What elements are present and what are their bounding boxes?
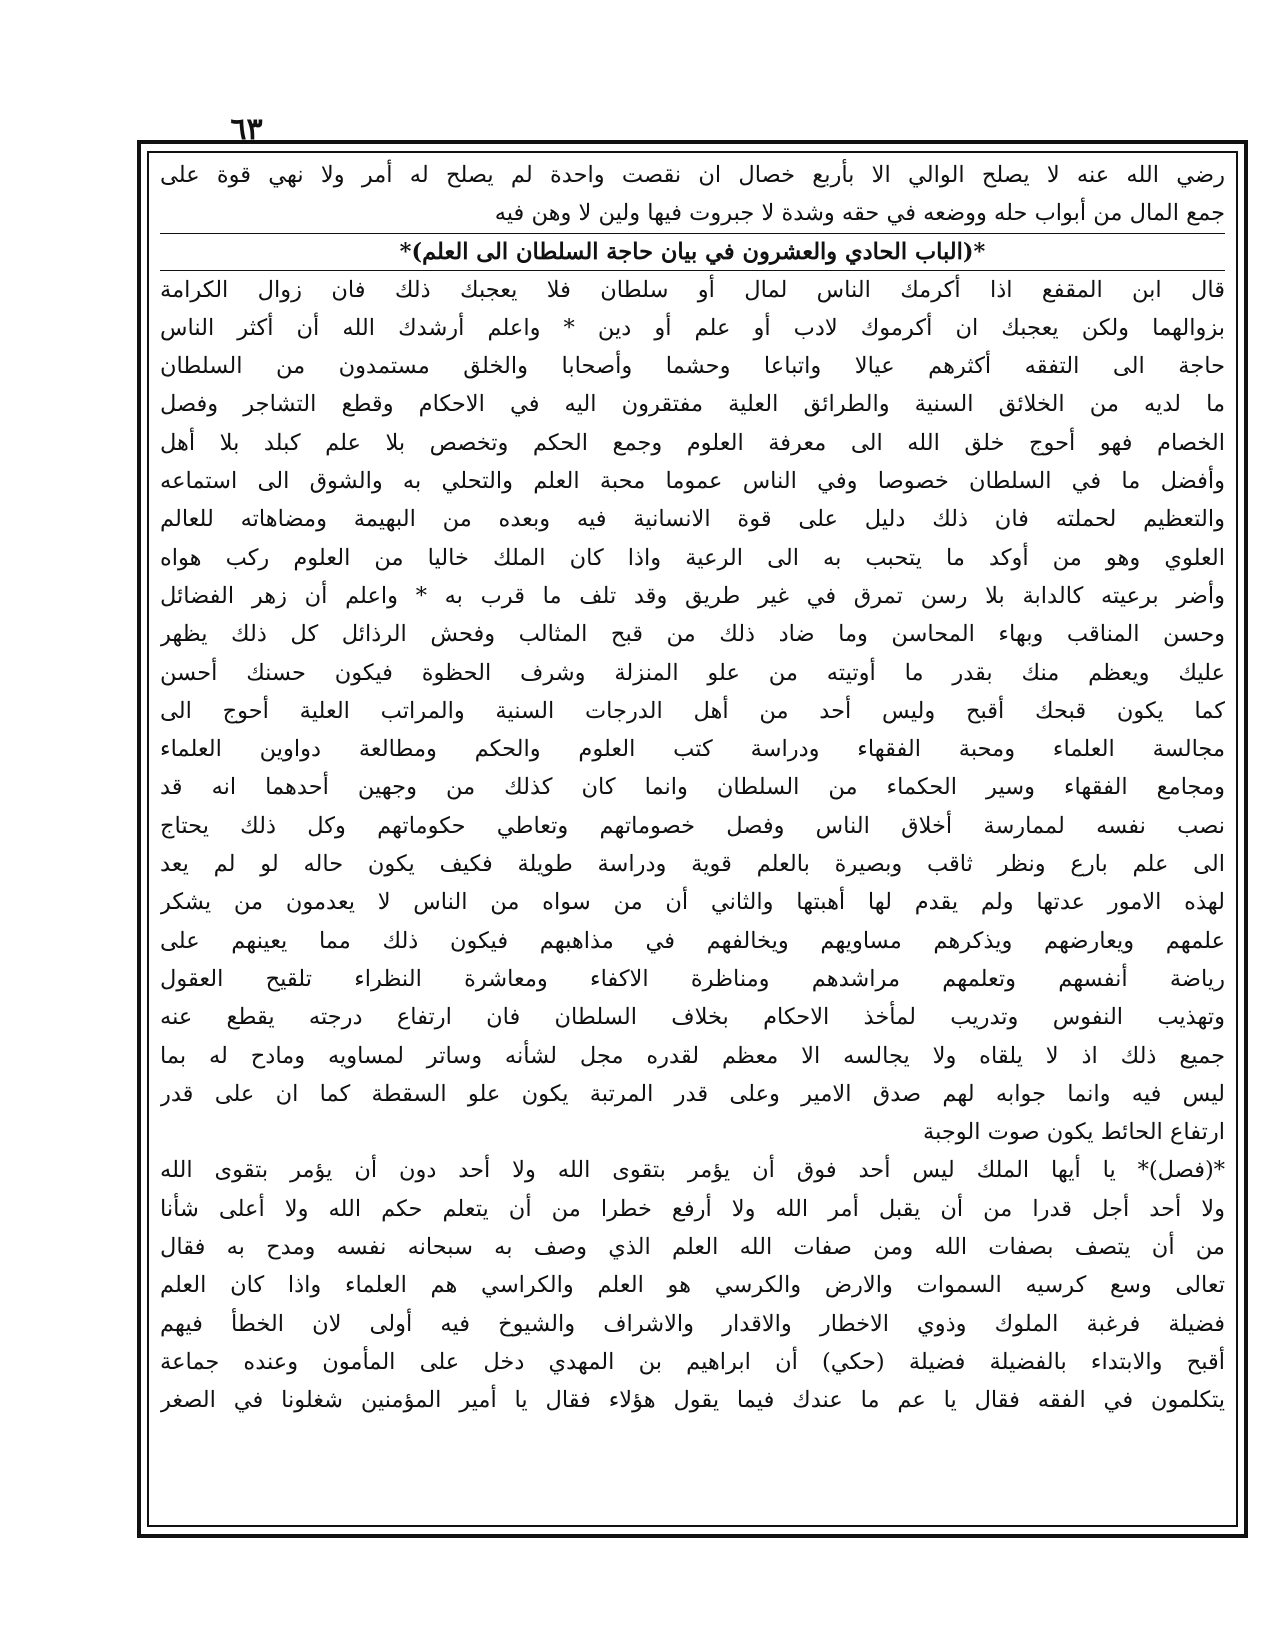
- text-line: جميع ذلك اذ لا يلقاه ولا يجالسه الا معظم لقدره مجل لشأنه وساتر لمساويه ومادح له بما: [160, 1042, 1225, 1069]
- text-line: يتكلمون في الفقه فقال يا عم ما عندك فيما يقول هؤلاء فقال يا أمير المؤمنين شغلونا في الصغر: [160, 1387, 1225, 1414]
- text-line: الخصام فهو أحوج خلق الله الى معرفة العلوم وجمع الحكم وتخصص بلا علم كبلد بلا أهل: [160, 429, 1225, 456]
- text-line: العلوي وهو من أوكد ما يتحبب به الى الرعية واذا كان الملك خاليا من العلوم ركب هواه: [160, 544, 1225, 571]
- text-line: بزوالهما ولكن يعجبك ان أكرموك لادب أو علم أو دين * واعلم أرشدك الله أن أكثر الناس: [160, 314, 1225, 341]
- text-line: والتعظيم لحملته فان ذلك دليل على قوة الانسانية فيه وبعده من البهيمة ومضاهاته للعالم: [160, 506, 1225, 533]
- text-line: وأضر برعيته كالدابة بلا رسن تمرق في غير طريق وقد تلف ما قرب به * واعلم أن زهر الفضائل: [160, 582, 1225, 609]
- text-line: ولا أحد أجل قدرا من أن يقبل أمر الله ولا أرفع خطرا من أن يتعلم حكم الله ولا أعلى شأنا: [160, 1195, 1225, 1222]
- text-line: الى علم بارع ونظر ثاقب وبصيرة بالعلم قوية ودراسة طويلة فكيف يكون حاله لو لم يعد: [160, 851, 1225, 878]
- text-line: ما لديه من الخلائق السنية والطرائق العلية مفتقرون اليه في الاحكام وقطع التشاجر وفصل: [160, 391, 1225, 418]
- text-line: فضيلة فرغبة الملوك وذوي الاخطار والاقدار والاشراف والشيوخ فيه أولى لان الخطأ فيهم: [160, 1310, 1225, 1337]
- page-number: ٦٣: [230, 112, 263, 147]
- text-line: ومجامع الفقهاء وسير الحكماء من السلطان وانما كان كذلك من وجهين أحدهما انه قد: [160, 774, 1225, 801]
- text-line: ليس فيه وانما جوابه لهم صدق الامير وعلى قدر المرتبة يكون علو السقطة كما ان على قدر: [160, 1080, 1225, 1107]
- text-line: عليك ويعظم منك بقدر ما أوتيته من علو المنزلة وشرف الحظوة فيكون حسنك أحسن: [160, 659, 1225, 686]
- text-line: نصب نفسه لممارسة أخلاق الناس وفصل خصوماتهم وتعاطي حكوماتهم وكل ذلك يحتاج: [160, 812, 1225, 839]
- text-line: علمهم ويعارضهم ويذكرهم مساويهم ويخالفهم في مذاهبهم فيكون ذلك مما يعينهم على: [160, 927, 1225, 954]
- text-line: لهذه الامور عدتها ولم يقدم لها أهبتها والثاني أن من سواه من الناس لا يعدمون من يشكر: [160, 889, 1225, 916]
- text-line: وتهذيب النفوس وتدريب لمأخذ الاحكام بخلاف السلطان فان ارتفاع درجته يقطع عنه: [160, 1004, 1225, 1031]
- text-line: تعالى وسع كرسيه السموات والارض والكرسي هو العلم والكراسي هم العلماء واذا كان العلم: [160, 1272, 1225, 1299]
- chapter-heading: *(الباب الحادي والعشرون في بيان حاجة السلطان الى العلم)*: [160, 233, 1225, 271]
- text-line: كما يكون قبحك أقبح وليس أحد من أهل الدرجات السنية والمراتب العلية أحوج الى: [160, 697, 1225, 724]
- page-text: [160, 156, 1225, 1420]
- text-line: قال ابن المقفع اذا أكرمك الناس لمال أو سلطان فلا يعجبك ذلك فان زوال الكرامة: [160, 276, 1225, 303]
- text-line: من أن يتصف بصفات الله ومن صفات الله العلم الذي وصف به سبحانه نفسه ومدح به فقال: [160, 1234, 1225, 1261]
- text-line: أقبح والابتداء بالفضيلة فضيلة (حكي) أن ابراهيم بن المهدي دخل على المأمون وعنده جماعة: [160, 1348, 1225, 1375]
- text-line: رضي الله عنه لا يصلح الوالي الا بأربع خصال ان نقصت واحدة لم يصلح له أمر ولا نهي قوة على: [160, 162, 1225, 188]
- text-line: جمع المال من أبواب حله ووضعه في حقه وشدة لا جبروت فيها ولين لا وهن فيه: [494, 200, 1225, 227]
- text-line: ارتفاع الحائط يكون صوت الوجبة: [923, 1119, 1225, 1146]
- text-line: مجالسة العلماء ومحبة الفقهاء ودراسة كتب العلوم والحكم ومطالعة دواوين العلماء: [160, 736, 1225, 763]
- text-line: حاجة الى التفقه أكثرهم عيالا واتباعا وحشما وأصحابا والخلق مستمدون من السلطان: [160, 353, 1225, 380]
- text-line: وأفضل ما في السلطان خصوصا وفي الناس عموما محبة العلم والتحلي به والشوق الى استماعه: [160, 468, 1225, 495]
- text-line: وحسن المناقب وبهاء المحاسن وما ضاد ذلك من قبح المثالب وفحش الرذائل كل ذلك يظهر: [160, 621, 1225, 648]
- text-line: رياضة أنفسهم وتعلمهم مراشدهم ومناظرة الاكفاء ومعاشرة النظراء تلقيح العقول: [160, 965, 1225, 992]
- section-heading-line: *(فصل)* يا أيها الملك ليس أحد فوق أن يؤمر بتقوى الله ولا أحد دون أن يؤمر بتقوى الله: [160, 1157, 1225, 1184]
